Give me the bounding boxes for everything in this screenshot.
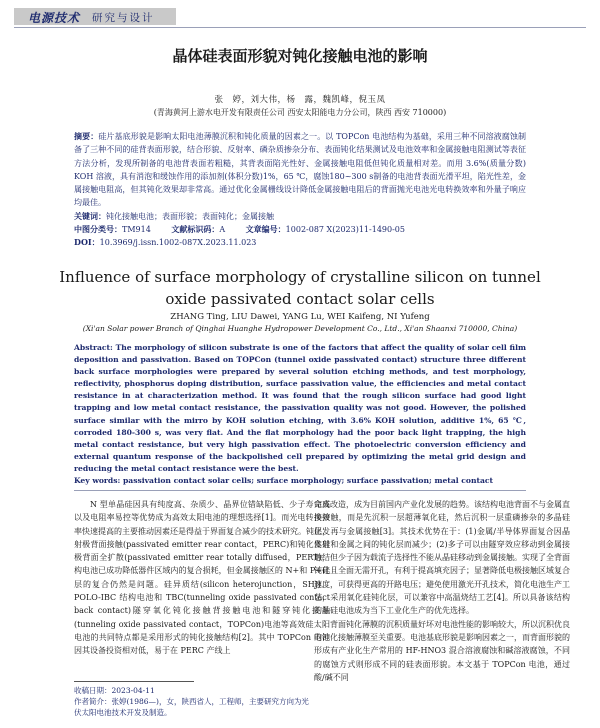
footnote-rule [74, 681, 194, 682]
keywords-label: 关键词： [74, 210, 106, 221]
section-name: 研究与设计 [92, 12, 155, 24]
footnote [74, 685, 314, 718]
english-keywords [74, 475, 526, 487]
body-paragraph: 背面钝化薄膜的沉积质量好坏对电池性能的影响较大，所以沉积优良的钝化接触薄膜至关重要。电池基底形貌是影响因素之一，而背面形貌的形成有产业化生产常用的 HF-HNO3 混合溶液腐蚀和碱溶液腐蚀，不同的腐蚀方式则形成不同的硅表面形貌。本文基于 TOPCon 电池，通过酸/碱不同 [314, 619, 570, 682]
chinese-title: 晶体硅表面形貌对钝化接触电池的影响 [172, 47, 428, 65]
clc-field [74, 225, 151, 234]
doc-field [171, 225, 225, 234]
chinese-abstract-block [74, 130, 526, 250]
received-date: 收稿日期：2023-04-11 [74, 686, 155, 695]
journal-brand: 电源技术 [28, 11, 81, 25]
chinese-abstract [74, 130, 526, 210]
article-field [246, 225, 405, 234]
abstract-text: 硅片基底形貌是影响太阳电池薄膜沉积和钝化质量的因素之一。以 TOPCon 电池结构为基础，采用三种不同溶液腐蚀制备了三种不同的硅背表面形貌，结合形貌、反射率、磷杂质掺杂分布、表面钝化结果测试及电池效率和金属接触电阻测试等表征方法分析，发现所制备的电池背表面若粗糙，其背表面陷光性好、金属接触电阻低但钝化质量相对差。而用 3.6%(质量分数) KOH 溶液，具有消泡和缓蚀作用的添加剂(体积分数)1%，65 ℃，腐蚀180~300 s制备的电池背表面光滑平坦，陷光性差，金属接触电阻高，但其钝化效果却非常高。通过优化金属栅线设计降低金属接触电阻后的背面抛光电池光电转换效率和外量子响应均最佳。 [74, 132, 527, 208]
body-paragraph: N 型单晶硅因具有纯度高、杂质少、晶界位错缺陷低、少子寿命高以及电阻率易控等优势成为高效太阳电池的理想选择[1]。而光电转换效率快速提高的主要推动因素还是得益于界面复合减少的技术研究。钝化发射极背面接触(passivated emitter rear contact，PERC)和钝化发射极背面全扩散(passivated emitter rear totally diffused，PERT)结构电池已成功降低器件区域内的复合损耗，但金属接触区的 N+和 P+硅层的复合仍然是问题。硅异质结(silicon heterojunction，SHJ)、POLO-IBC 结构电池和 TBC(tunneling oxide passivated contact back contact)隧穿氧化钝化接触背接触电池和隧穿钝化接触(tunneling oxide passivated contact，TOPCon)电池等高效硅太阳电池的共同特点都是采用形式的钝化接触结构[2]。其中 TOPCon 电池因其设备投资相对低，易于在 PERC 产线上 [74, 500, 330, 656]
chinese-keywords [74, 210, 526, 223]
english-abstract-text: The morphology of silicon substrate is one of the factors that affect the quality of solar cell film deposition and passivation. Based on TOPCon (tunnel oxide passivated contact) structure three different back surface morphologies were prepared by several solution etching methods, and test morphology, reflectivity, phosphorus doping distribution, surface passivation value, the efficiencies and metal contact resistance in at characterization method. It was found that the rough silicon surface had good light trapping and low metal contact resistance, the passivation quality was not good. However, the polished surface similar with the mirro by KOH solution etching, with 3.6% KOH solution, additive 1%, 65 ℃, corroded 180-300 s, was very flat. And the flat morphology had the poor back light trapping, the high metal contact resistance, but very high passivation effect. The photoelectric conversion efficiency and external quantum response of the backpolished cell prepared by optimizing the metal grid design and reducing the metal contact resistance were the best. [74, 343, 526, 473]
classification-line [74, 223, 526, 236]
abstract-label: 摘要： [74, 131, 99, 141]
english-keywords-text: passivation contact solar cells; surface morphology; surface passivation; metal contact [122, 476, 494, 486]
keywords-text: 钝化接触电池；表面形貌；表面钝化；金属接触 [106, 211, 274, 221]
author-bio: 作者简介：张婷(1986—)，女，陕西省人，工程师，主要研究方向为光伏太阳电池技术开发及制造。 [74, 697, 309, 717]
english-abstract-label: Abstract: [74, 343, 113, 352]
english-keywords-label: Key words: [74, 476, 121, 486]
article-label: 文章编号： [245, 224, 286, 235]
chinese-authors: 张 婷，刘大伟，杨 露，魏凯峰，倪玉凤 [214, 95, 386, 105]
journal-header [14, 8, 586, 26]
chinese-affiliation: (青海黄河上游水电开发有限责任公司 西安太阳能电力分公司，陕西 西安 710000) [153, 108, 447, 117]
body-left-column [74, 498, 330, 658]
english-title: Influence of surface morphology of crystalline silicon on tunnel oxide passivated contact solar cells [59, 268, 541, 308]
body-paragraph-continued: 完成改造，成为目前国内产业化发展的趋势。该结构电池背面不与金属直接接触，而是先沉积一层超薄氧化硅，然后沉积一层重磷掺杂的多晶硅层，再与金属接触[3]。其技术优势在于：(1)金属/半导体界面复合因晶体硅和金属之间的钝化层而减少；(2)多子可以由隧穿效应移动到金属接触，但少子因为载流子选择性不能从晶硅移动到金属接触。实现了全背面钝化且全面无需开孔，有利于提高填充因子；显著降低电极接触区域复合速度，可获得更高的开路电压；避免使用激光开孔技术，简化电池生产工艺，采用氧化硅钝化层，可以兼容中高温烧结工艺[4]。所以具备该结构的晶硅电池成为当下工业化生产的优先选择。 [314, 500, 570, 616]
abstract-divider [74, 490, 526, 491]
clc-label: 中图分类号： [74, 224, 122, 235]
english-authors: ZHANG Ting, LIU Dawei, YANG Lu, WEI Kaifeng, NI Yufeng [170, 312, 430, 322]
doi-line [74, 236, 526, 249]
english-abstract [74, 342, 526, 475]
doc-label: 文献标识码： [171, 224, 220, 235]
body-right-column [314, 498, 570, 684]
doc-value: A [219, 225, 226, 235]
doi-label: DOI： [74, 237, 100, 248]
article-value: 1002-087 X(2023)11-1490-05 [285, 225, 405, 235]
clc-value: TM914 [122, 225, 151, 235]
english-abstract-block [74, 342, 526, 487]
header-rule [14, 27, 586, 28]
english-affiliation: (Xi'an Solar power Branch of Qinghai Huanghe Hydropower Development Co., Ltd., Xi'an Shaanxi 710000, China) [82, 324, 518, 333]
doi-value: 10.3969/j.issn.1002-087X.2023.11.023 [99, 238, 257, 248]
